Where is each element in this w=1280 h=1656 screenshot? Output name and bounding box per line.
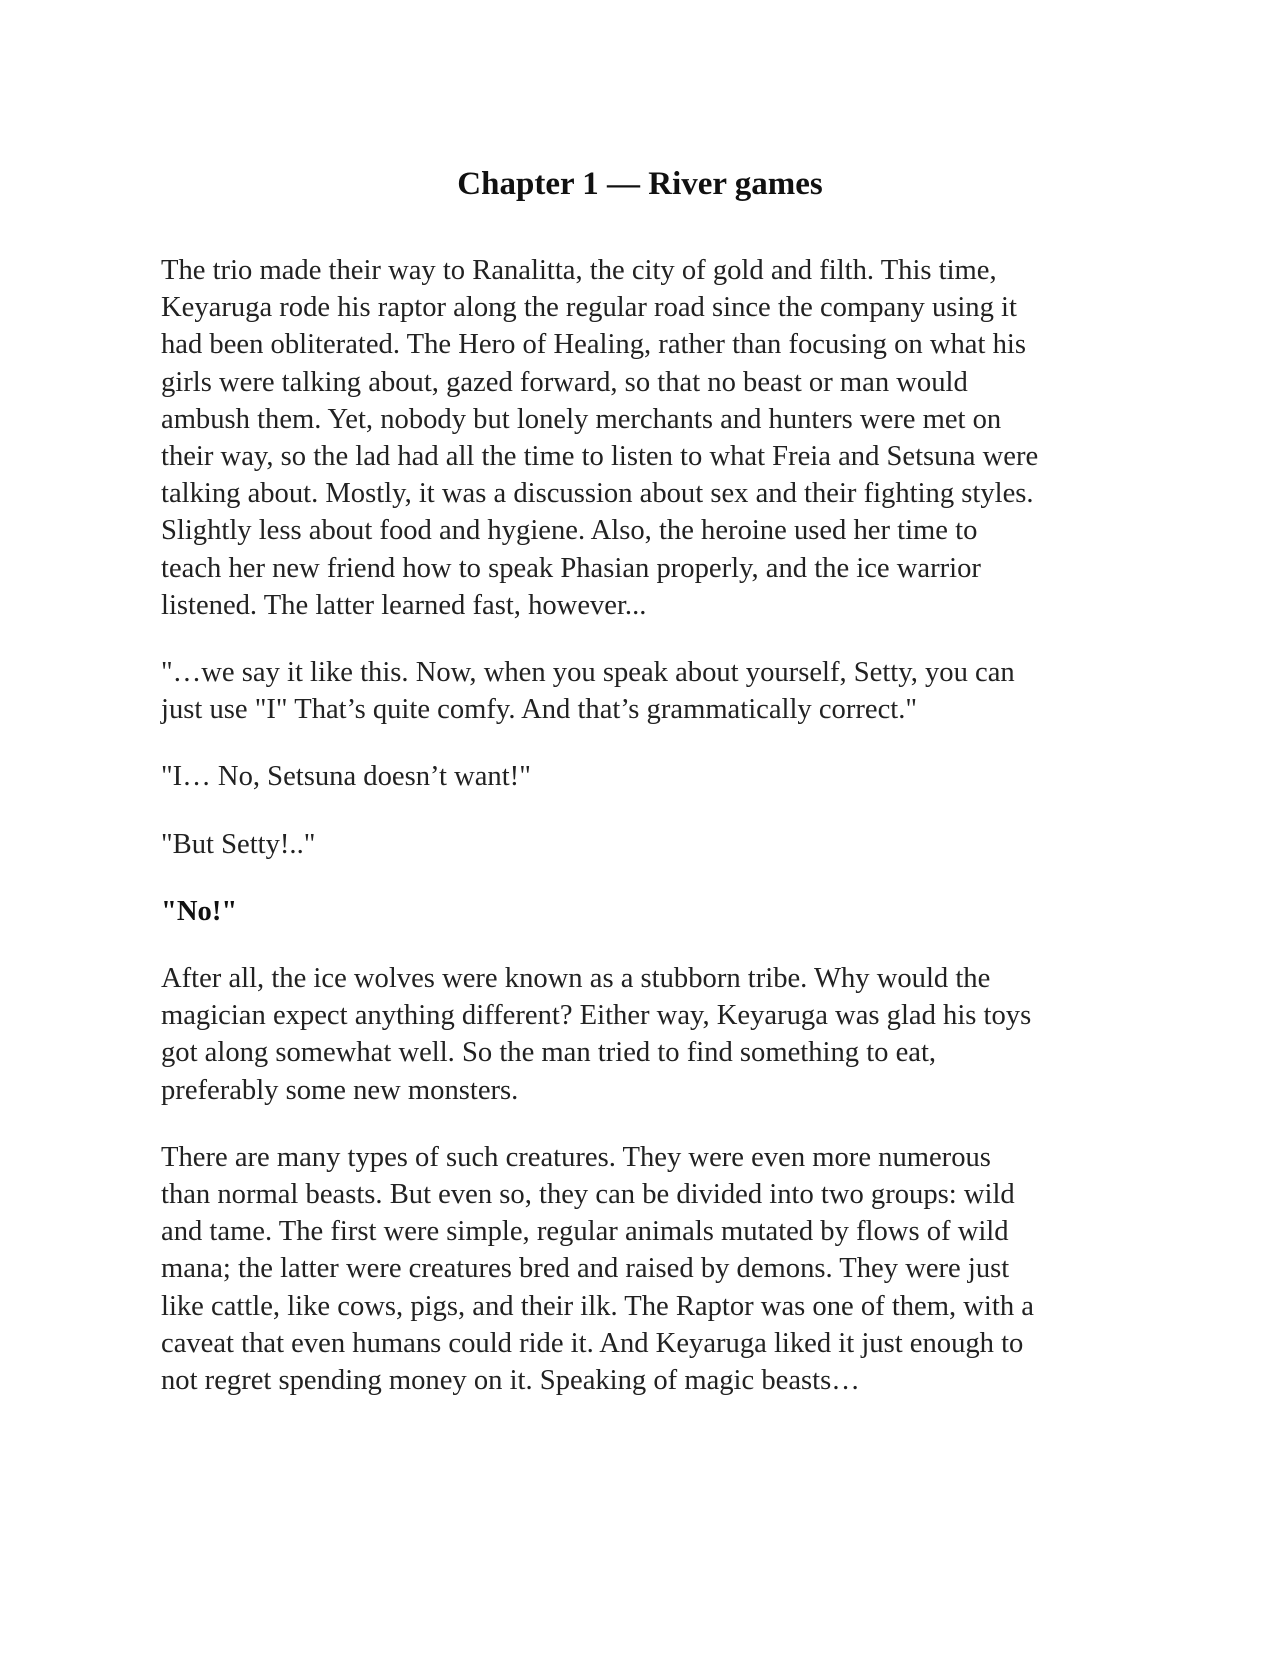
paragraph-6 <box>161 960 1121 1109</box>
paragraph-5 <box>161 893 1121 930</box>
text-line: than normal beasts. But even so, they can be divided into two groups: wild <box>161 1179 1015 1211</box>
text-line: magician expect anything different? Either way, Keyaruga was glad his toys <box>161 1000 1032 1032</box>
paragraph-3 <box>161 758 1121 795</box>
text-line: listened. The latter learned fast, however... <box>161 589 647 621</box>
text-line: "No!" <box>161 895 238 927</box>
text-line: caveat that even humans could ride it. And Keyaruga liked it just enough to <box>161 1327 1024 1359</box>
text-line: "…we say it like this. Now, when you speak about yourself, Setty, you can <box>161 657 1015 689</box>
text-line: ambush them. Yet, nobody but lonely merchants and hunters were met on <box>161 403 1002 435</box>
paragraph-2 <box>161 654 1121 728</box>
text-line: mana; the latter were creatures bred and raised by demons. They were just <box>161 1253 1010 1285</box>
text-line: got along somewhat well. So the man tried to find something to eat, <box>161 1037 937 1069</box>
text-line: Slightly less about food and hygiene. Also, the heroine used her time to <box>161 515 978 547</box>
chapter-title: Chapter 1 — River games <box>457 166 823 202</box>
text-line: like cattle, like cows, pigs, and their ilk. The Raptor was one of them, with a <box>161 1290 1034 1322</box>
paragraph-7 <box>161 1139 1121 1399</box>
paragraph-1 <box>161 252 1121 624</box>
text-line: preferably some new monsters. <box>161 1074 519 1106</box>
text-line: "But Setty!.." <box>161 828 316 860</box>
text-line: had been obliterated. The Hero of Healing, rather than focusing on what his <box>161 329 1026 361</box>
text-line: and tame. The first were simple, regular animals mutated by flows of wild <box>161 1216 1009 1248</box>
text-line: not regret spending money on it. Speaking of magic beasts… <box>161 1365 860 1397</box>
text-line: just use "I" That’s quite comfy. And that’s grammatically correct." <box>161 694 918 726</box>
text-line: their way, so the lad had all the time to listen to what Freia and Setsuna were <box>161 441 1039 473</box>
text-line: teach her new friend how to speak Phasian properly, and the ice warrior <box>161 552 981 584</box>
text-line: "I… No, Setsuna doesn’t want!" <box>161 761 531 793</box>
text-line: Keyaruga rode his raptor along the regular road since the company using it <box>161 292 1017 324</box>
text-line: girls were talking about, gazed forward, so that no beast or man would <box>161 366 968 398</box>
text-line: The trio made their way to Ranalitta, the city of gold and filth. This time, <box>161 255 997 286</box>
document-body <box>161 252 1121 1429</box>
text-line: After all, the ice wolves were known as a stubborn tribe. Why would the <box>161 963 991 995</box>
paragraph-4 <box>161 826 1121 863</box>
text-line: talking about. Mostly, it was a discussion about sex and their fighting styles. <box>161 478 1034 510</box>
text-line: There are many types of such creatures. They were even more numerous <box>161 1141 991 1173</box>
